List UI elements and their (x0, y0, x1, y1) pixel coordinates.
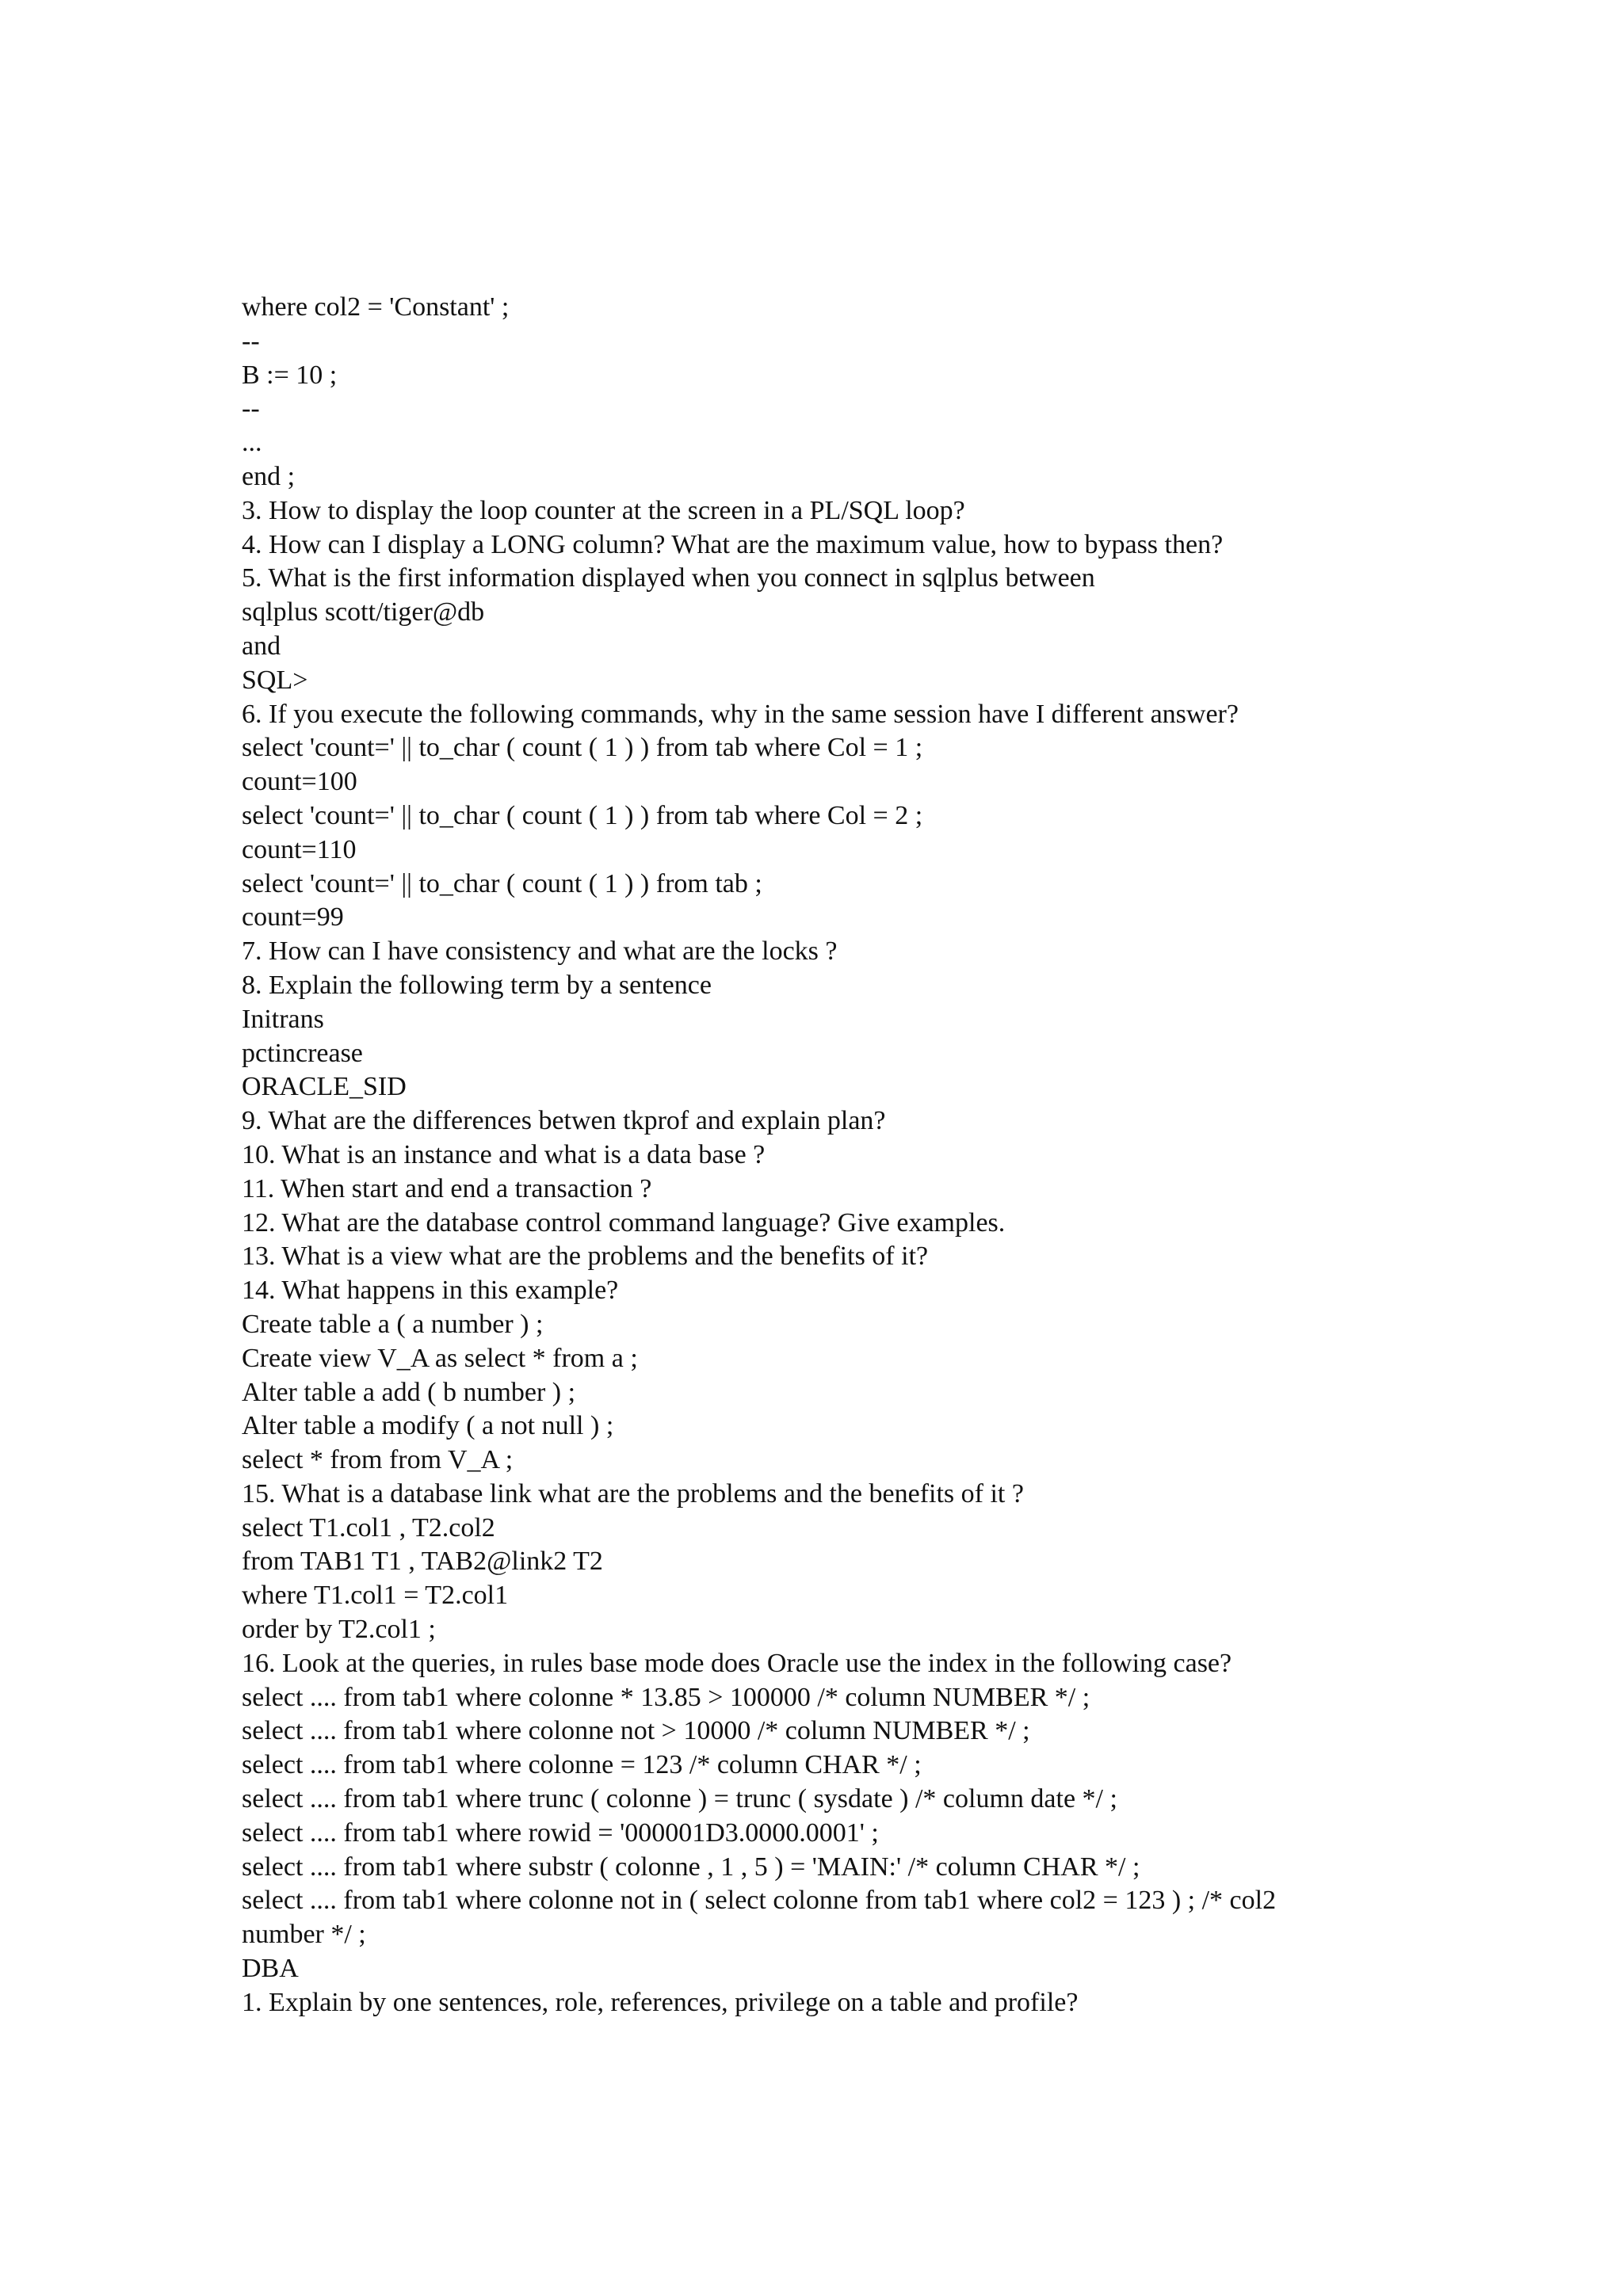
text-line: B := 10 ; (242, 360, 338, 390)
text-line: select .... from tab1 where colonne not > 10000 /* column NUMBER */ ; (242, 1716, 1030, 1746)
text-line: 12. What are the database control command language? Give examples. (242, 1207, 1006, 1238)
text-line: ... (242, 428, 262, 458)
text-line: 4. How can I display a LONG column? What are the maximum value, how to bypass then? (242, 529, 1224, 559)
text-line: select .... from tab1 where rowid = '000001D3.0000.0001' ; (242, 1817, 879, 1848)
text-line: Alter table a modify ( a not null ) ; (242, 1411, 614, 1441)
text-line: pctincrease (242, 1038, 363, 1068)
text-line: DBA (242, 1954, 299, 1984)
text-line: -- (242, 394, 260, 424)
text-line: and (242, 631, 281, 661)
text-line: 9. What are the differences betwen tkprof and explain plan? (242, 1106, 886, 1136)
text-line: 15. What is a database link what are the problems and the benefits of it ? (242, 1478, 1024, 1508)
text-line: select T1.col1 , T2.col2 (242, 1512, 495, 1543)
text-line: end ; (242, 461, 296, 491)
text-line: select .... from tab1 where trunc ( colonne ) = trunc ( sysdate ) /* column date */ ; (242, 1784, 1117, 1814)
text-line: select .... from tab1 where colonne not in ( select colonne from tab1 where col2 = 123 ) ; /* col2 (242, 1886, 1277, 1916)
text-line: 14. What happens in this example? (242, 1276, 619, 1306)
document-body (242, 291, 1605, 2020)
text-line: select 'count=' || to_char ( count ( 1 ) ) from tab ; (242, 868, 762, 898)
text-line: 10. What is an instance and what is a data base ? (242, 1139, 766, 1169)
text-line: SQL> (242, 665, 308, 695)
text-line: order by T2.col1 ; (242, 1615, 436, 1645)
text-line: count=99 (242, 902, 344, 933)
text-line: 11. When start and end a transaction ? (242, 1173, 652, 1203)
text-line: count=100 (242, 767, 357, 797)
text-line: 16. Look at the queries, in rules base mode does Oracle use the index in the following case? (242, 1648, 1232, 1678)
text-line: select .... from tab1 where colonne = 123 /* column CHAR */ ; (242, 1750, 922, 1780)
text-line: from TAB1 T1 , TAB2@link2 T2 (242, 1547, 603, 1577)
text-line: -- (242, 326, 260, 356)
text-line: count=110 (242, 834, 357, 864)
text-line: 7. How can I have consistency and what are the locks ? (242, 936, 838, 967)
text-line: select 'count=' || to_char ( count ( 1 ) ) from tab where Col = 1 ; (242, 733, 923, 763)
text-line: ORACLE_SID (242, 1072, 407, 1102)
text-line: Alter table a add ( b number ) ; (242, 1377, 576, 1407)
text-line: where col2 = 'Constant' ; (242, 292, 510, 322)
text-line: where T1.col1 = T2.col1 (242, 1581, 509, 1611)
text-line: select .... from tab1 where colonne * 13.85 > 100000 /* column NUMBER */ ; (242, 1682, 1090, 1712)
text-line: 6. If you execute the following commands, why in the same session have I different answer? (242, 699, 1239, 729)
text-line: 1. Explain by one sentences, role, references, privilege on a table and profile? (242, 1987, 1079, 2017)
text-line: 3. How to display the loop counter at the screen in a PL/SQL loop? (242, 495, 965, 525)
text-line: number */ ; (242, 1920, 366, 1950)
text-line: Create table a ( a number ) ; (242, 1309, 544, 1339)
text-line: 5. What is the first information displayed when you connect in sqlplus between (242, 563, 1095, 593)
text-line: sqlplus scott/tiger@db (242, 597, 485, 627)
text-line: select .... from tab1 where substr ( colonne , 1 , 5 ) = 'MAIN:' /* column CHAR */ ; (242, 1852, 1140, 1882)
text-line: Initrans (242, 1004, 324, 1034)
text-line: Create view V_A as select * from a ; (242, 1343, 638, 1373)
text-line: 8. Explain the following term by a sentence (242, 970, 712, 1000)
text-line: select 'count=' || to_char ( count ( 1 ) ) from tab where Col = 2 ; (242, 800, 923, 830)
text-line: select * from from V_A ; (242, 1445, 514, 1475)
text-line: 13. What is a view what are the problems and the benefits of it? (242, 1241, 929, 1272)
